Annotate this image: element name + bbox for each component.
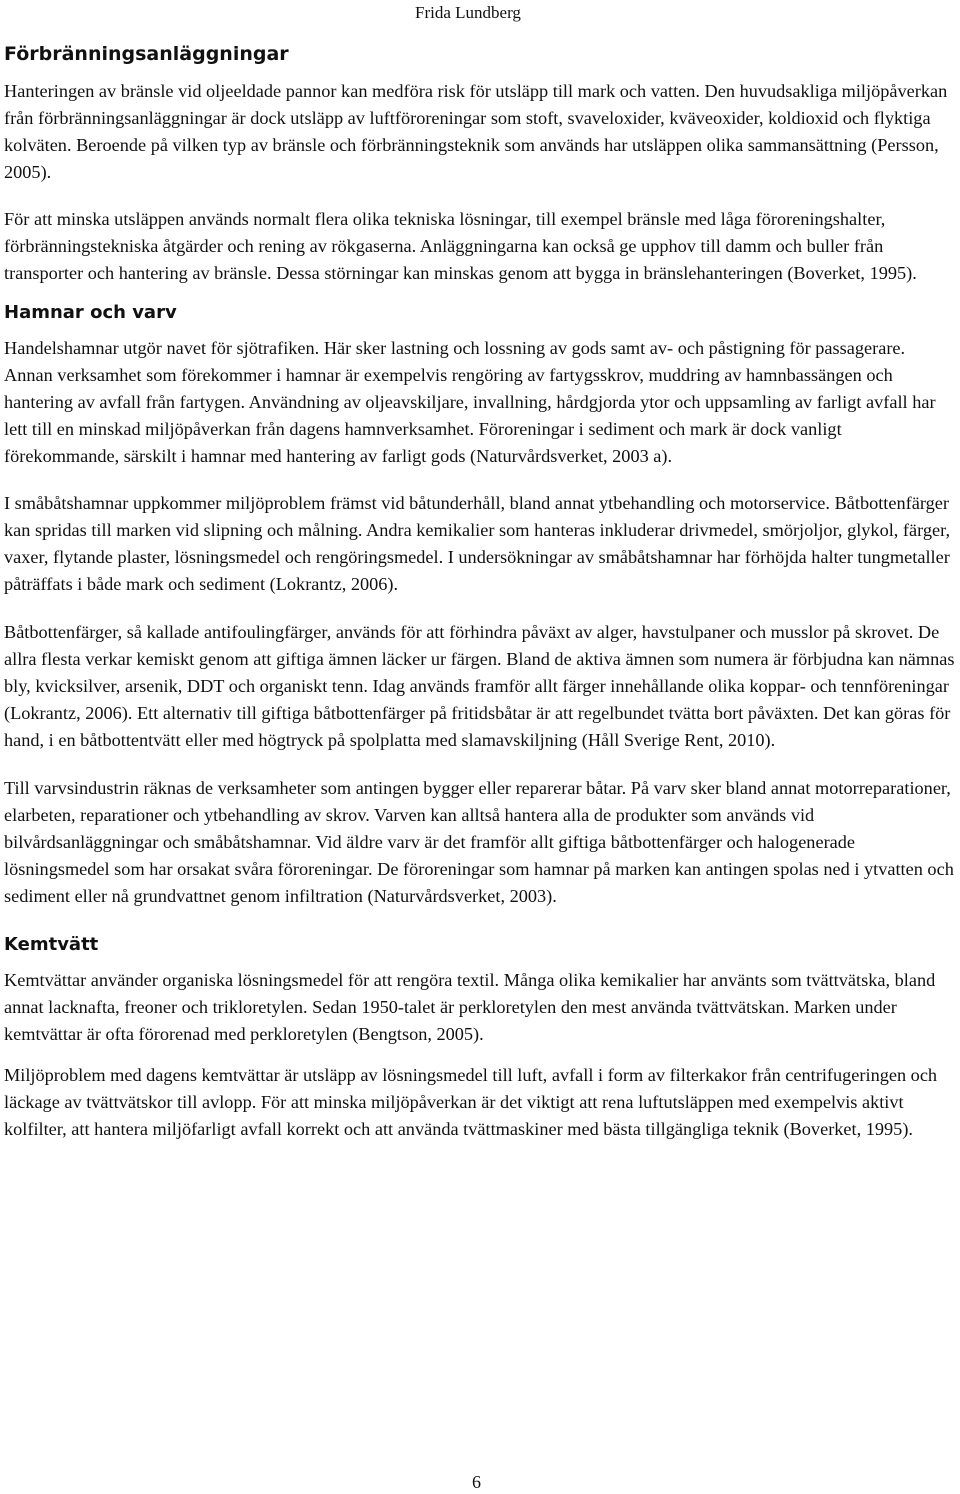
section-heading-hamnar-och-varv: Hamnar och varv bbox=[4, 302, 177, 323]
section-heading-forbranningsanlaggningar: Förbränningsanläggningar bbox=[4, 43, 289, 65]
paragraph: Handelshamnar utgör navet för sjötrafiken. Här sker lastning och lossning av gods samt av- och påstigning för passagerare. Annan verksamhet som förekommer i hamnar är exempelvis rengöring av fartygsskrov, muddring av hamnbassängen och hantering av avfall från fartygen. Användning av oljeavskiljare, invallning, hårdgjorda ytor och uppsamling av farligt avfall har lett till en minskad miljöpåverkan från dagens hamnverksamhet. Föroreningar i sediment och mark är dock vanligt förekommande, särskilt i hamnar med hantering av farligt gods (Naturvårdsverket, 2003 a). bbox=[4, 338, 936, 466]
paragraph: Miljöproblem med dagens kemtvättar är utsläpp av lösningsmedel till luft, avfall i form av filterkakor från centrifugeringen och läckage av tvättvätskor till avlopp. För att minska miljöpåverkan är det viktigt att rena luftutsläppen med exempelvis aktivt kolfilter, att hantera miljöfarligt avfall korrekt och att använda tvättmaskiner med bästa tillgängliga teknik (Boverket, 1995). bbox=[4, 1065, 938, 1139]
paragraph: I småbåtshamnar uppkommer miljöproblem främst vid båtunderhåll, bland annat ytbehandling och motorservice. Båtbottenfärger kan spridas till marken vid slipning och målning. Andra kemikalier som hanteras inkluderar drivmedel, smörjoljor, glykol, färger, vaxer, flytande plaster, lösningsmedel och rengöringsmedel. I undersökningar av småbåtshamnar har förhöjda halter tungmetaller påträffats i både mark och sediment (Lokrantz, 2006). bbox=[4, 493, 951, 594]
page-number: 6 bbox=[472, 1472, 481, 1492]
paragraph: Till varvsindustrin räknas de verksamheter som antingen bygger eller reparerar båtar. På varv sker bland annat motorreparationer, elarbeten, reparationer och ytbehandling av skrov. Varven kan alltså hantera alla de produkter som används vid bilvårdsanläggningar och småbåtshamnar. Vid äldre varv är det framför allt giftiga båtbottenfärger och halogenerade lösningsmedel som har orsakat svåra föroreningar. De föroreningar som hamnar på marken kan antingen spolas ned i ytvatten och sediment eller nå grundvattnet genom infiltration (Naturvårdsverket, 2003). bbox=[4, 778, 954, 906]
paragraph: Kemtvättar använder organiska lösningsmedel för att rengöra textil. Många olika kemikalier har använts som tvättvätska, bland annat lacknafta, freoner och trikloretylen. Sedan 1950-talet är perkloretylen den mest använda tvättvätskan. Marken under kemtvättar är ofta förorenad med perkloretylen (Bengtson, 2005). bbox=[4, 970, 936, 1044]
page-content bbox=[4, 40, 956, 1164]
paragraph: Hanteringen av bränsle vid oljeeldade pannor kan medföra risk för utsläpp till mark och vatten. Den huvudsakliga miljöpåverkan från förbränningsanläggningar är dock utsläpp av luftföroreningar som stoft, svaveloxider, kväveoxider, koldioxid och flyktiga kolväten. Beroende på vilken typ av bränsle och förbränningsteknik som används har utsläppen olika sammansättning (Persson, 2005). bbox=[4, 81, 948, 182]
running-header-author: Frida Lundberg bbox=[415, 3, 521, 22]
paragraph: Båtbottenfärger, så kallade antifoulingfärger, används för att förhindra påväxt av alger, havstulpaner och musslor på skrovet. De allra flesta verkar kemiskt genom att giftiga ämnen läcker ur färgen. Bland de aktiva ämnen som numera är förbjudna kan nämnas bly, kvicksilver, arsenik, DDT och organiskt tenn. Idag används framför allt färger innehållande olika koppar- och tennföreningar (Lokrantz, 2006). Ett alternativ till giftiga båtbottenfärger på fritidsbåtar är att regelbundet tvätta bort påväxten. Det kan göras för hand, i en båtbottentvätt eller med högtryck på spolplatta med slamavskiljning (Håll Sverige Rent, 2010). bbox=[4, 622, 955, 750]
paragraph: För att minska utsläppen används normalt flera olika tekniska lösningar, till exempel bränsle med låga föroreningshalter, förbränningstekniska åtgärder och rening av rökgaserna. Anläggningarna kan också ge upphov till damm och buller från transporter och hantering av bränsle. Dessa störningar kan minskas genom att bygga in bränslehanteringen (Boverket, 1995). bbox=[4, 209, 917, 283]
section-heading-kemtvatt: Kemtvätt bbox=[4, 934, 99, 955]
